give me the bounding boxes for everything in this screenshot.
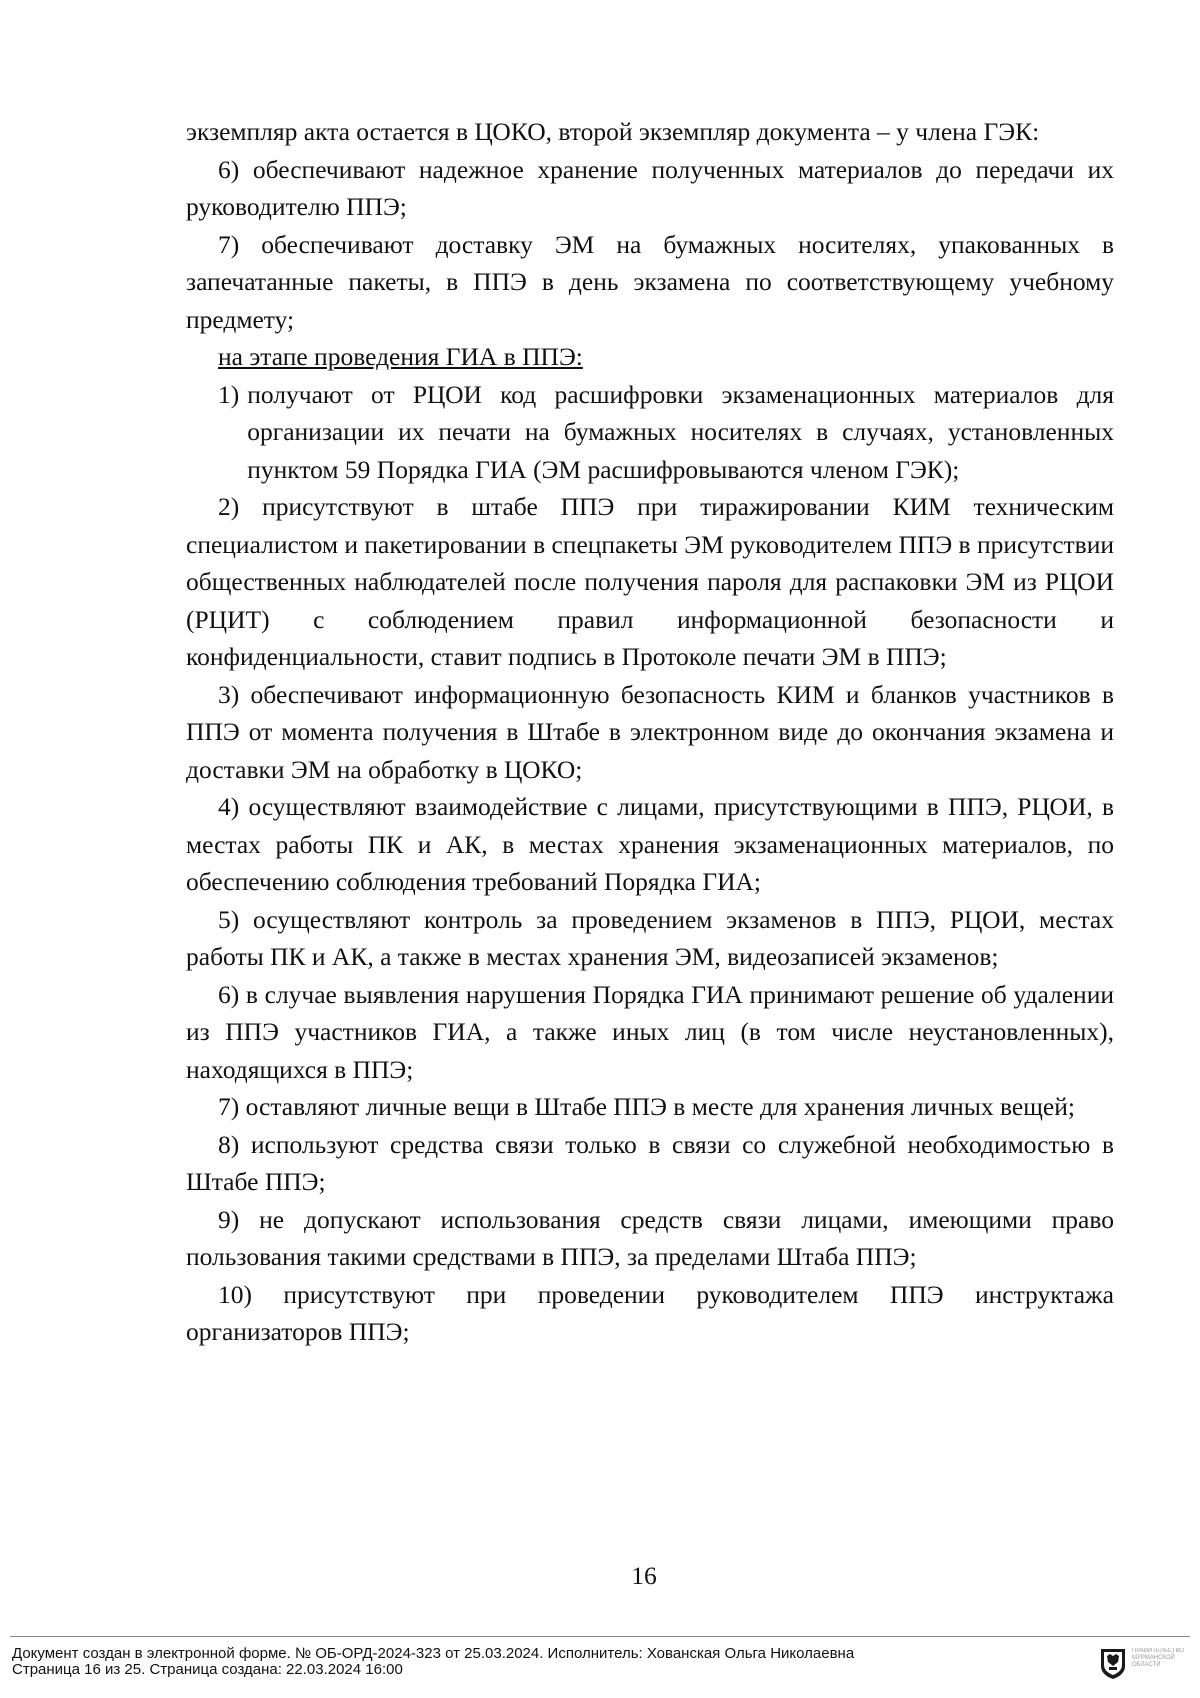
section-heading: на этапе проведения ГИА в ППЭ: — [218, 342, 583, 371]
list-item: 6) обеспечивают надежное хранение полученных материалов до передачи их руководителю ППЭ; — [186, 154, 1114, 221]
list-item: 10) присутствуют при проведении руководителем ППЭ инструктажа организаторов ППЭ; — [186, 1279, 1114, 1346]
list-item: 3) обеспечивают информационную безопасность КИМ и бланков участников в ППЭ от момента получения в Штабе в электронном виде до окончания экзамена и доставки ЭМ на обработку в ЦОКО; — [186, 679, 1114, 784]
list-item: 9) не допускают использования средств связи лицами, имеющими право пользования такими средствами в ППЭ, за пределами Штаба ППЭ; — [186, 1204, 1114, 1271]
paragraph-continuation: экземпляр акта остается в ЦОКО, второй экземпляр документа – у члена ГЭК: — [186, 117, 1040, 146]
list-item: 6) в случае выявления нарушения Порядка ГИА принимают решение об удалении из ППЭ участников ГИА, а также иных лиц (в том числе неустановленных), находящихся в ППЭ; — [186, 979, 1114, 1084]
page-number: 16 — [631, 1561, 657, 1590]
stamp-caption: ПРАВИТЕЛЬСТВО МУРМАНСКОЙ ОБЛАСТИ — [1132, 1648, 1184, 1668]
list-item — [186, 376, 1114, 489]
list-item: 4) осуществляют взаимодействие с лицами, присутствующими в ППЭ, РЦОИ, в местах работы ПК и АК, в местах хранения экзаменационных материалов, по обеспечению соблюдения требований Порядка ГИА; — [186, 792, 1114, 896]
footer-document-info: Документ создан в электронной форме. № ОБ-ОРД-2024-323 от 25.03.2024. Исполнитель: Хованская Ольга Николаевна — [12, 1645, 855, 1662]
list-item-text: получают от РЦОИ код расшифровки экзаменационных материалов для организации их печати на бумажных носителях в случаях, установленных пунктом 59 Порядка ГИА (ЭМ расшифровываются членом ГЭК); — [247, 379, 1114, 484]
coat-of-arms-icon — [1098, 1646, 1128, 1680]
list-item: 8) используют средства связи только в связи со служебной необходимостью в Штабе ППЭ; — [186, 1129, 1114, 1196]
document-body — [186, 113, 1114, 1351]
list-item: 7) обеспечивают доставку ЭМ на бумажных носителях, упакованных в запечатанные пакеты, в ППЭ в день экзамена по соответствующему учебному предмету; — [186, 229, 1114, 334]
list-item: 5) осуществляют контроль за проведением экзаменов в ППЭ, РЦОИ, местах работы ПК и АК, а также в местах хранения ЭМ, видеозаписей экзаменов; — [186, 904, 1114, 971]
list-item: 7) оставляют личные вещи в Штабе ППЭ в месте для хранения личных вещей; — [218, 1092, 1075, 1121]
list-item-number: 1) — [218, 379, 240, 409]
footer-divider — [10, 1636, 1190, 1637]
footer-page-info: Страница 16 из 25. Страница создана: 22.03.2024 16:00 — [12, 1661, 403, 1678]
footer — [12, 1646, 1072, 1678]
list-item: 2) присутствуют в штабе ППЭ при тиражировании КИМ техническим специалистом и пакетировании в спецпакеты ЭМ руководителем ППЭ в присутствии общественных наблюдателей после получения пароля для распаковки ЭМ из РЦОИ (РЦИТ) с соблюдением правил информационной безопасности и конфиденциальности, ставит подпись в Протоколе печати ЭМ в ППЭ; — [186, 492, 1114, 671]
